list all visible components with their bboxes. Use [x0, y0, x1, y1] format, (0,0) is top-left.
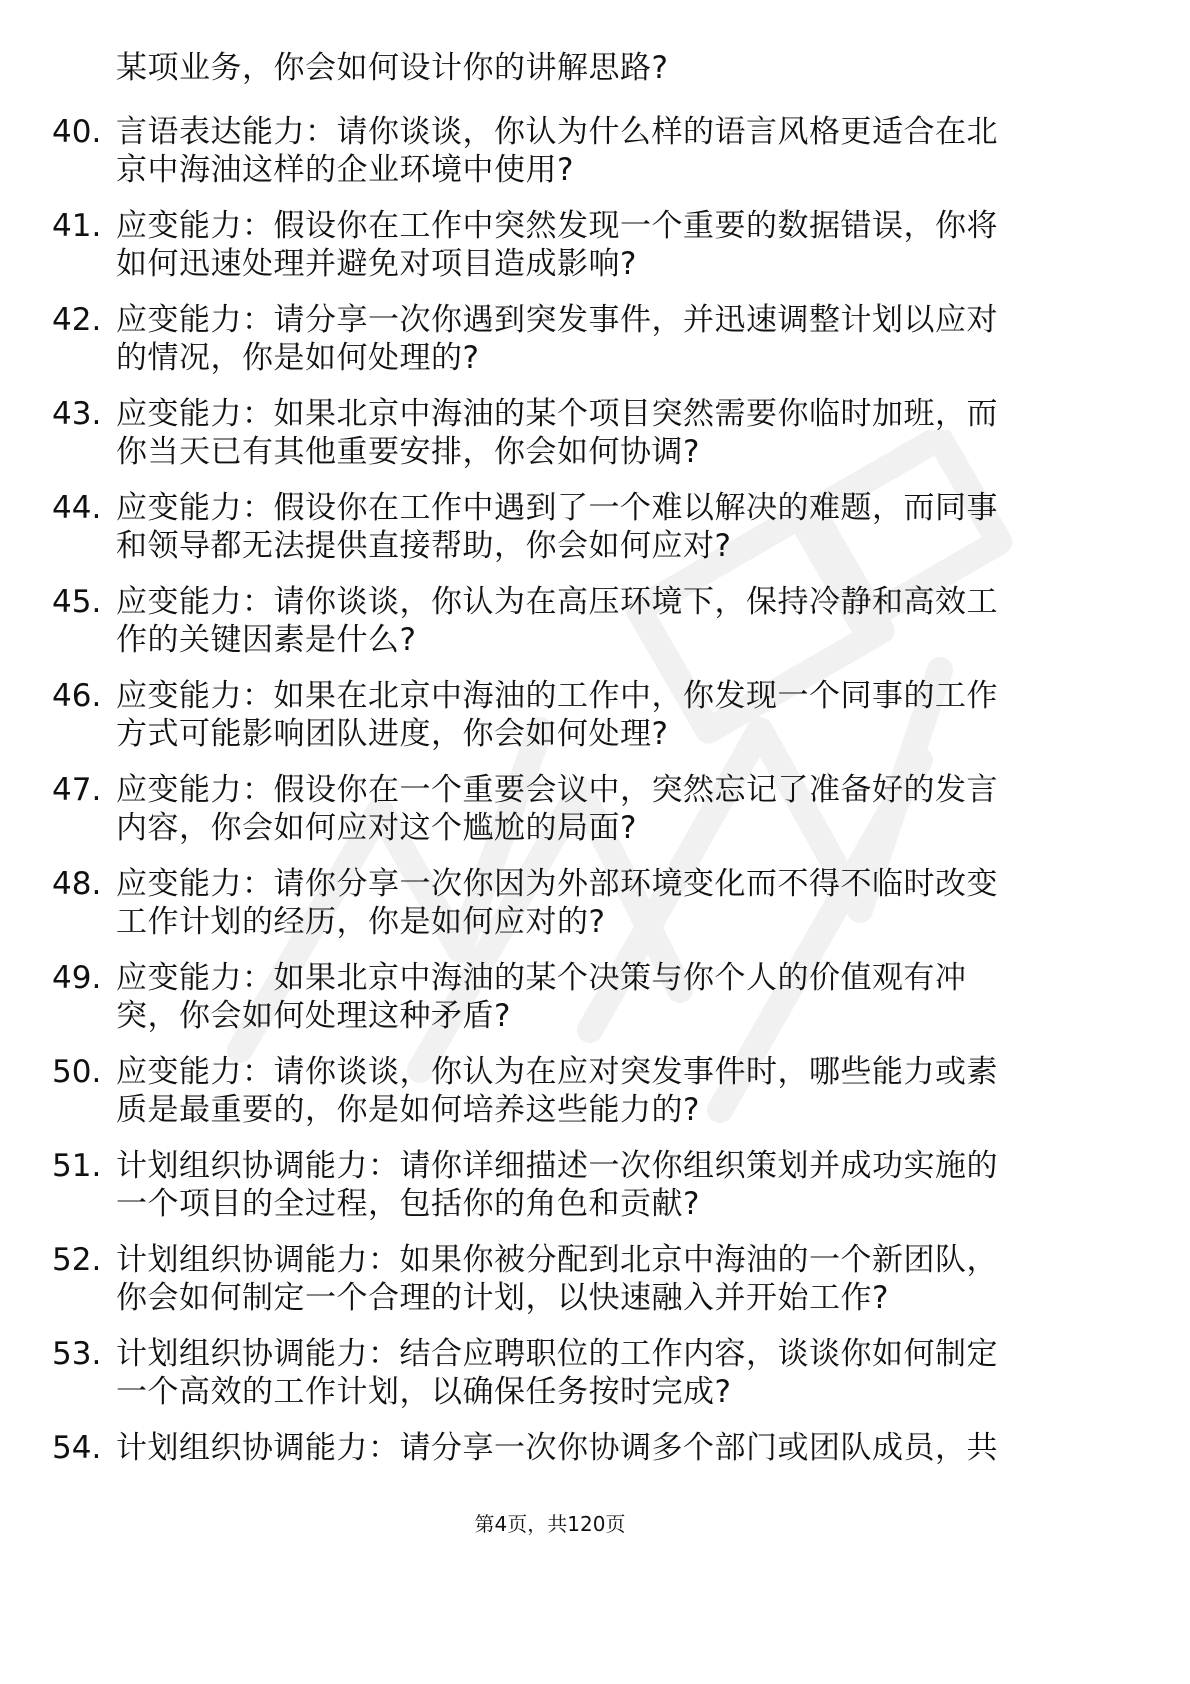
question-text-line: 如何迅速处理并避免对项目造成影响?	[116, 246, 637, 282]
question-text-line: 计划组织协调能力：请你详细描述一次你组织策划并成功实施的	[116, 1148, 998, 1184]
question-number: 51.	[52, 1148, 102, 1184]
question-number: 46.	[52, 678, 102, 714]
question-text-line: 计划组织协调能力：如果你被分配到北京中海油的一个新团队，	[116, 1242, 998, 1278]
lead-line: 某项业务，你会如何设计你的讲解思路?	[116, 50, 669, 86]
question-number: 54.	[52, 1430, 102, 1466]
question-text-line: 一个项目的全过程，包括你的角色和贡献?	[116, 1186, 700, 1222]
question-number: 41.	[52, 208, 102, 244]
question-number: 50.	[52, 1054, 102, 1090]
question-text-line: 京中海油这样的企业环境中使用?	[116, 152, 574, 188]
question-text-line: 应变能力：请你谈谈，你认为在应对突发事件时，哪些能力或素	[116, 1054, 998, 1090]
question-text-line: 计划组织协调能力：请分享一次你协调多个部门或团队成员，共	[116, 1430, 998, 1466]
question-number: 42.	[52, 302, 102, 338]
question-text-line: 作的关键因素是什么?	[116, 622, 417, 658]
question-number: 47.	[52, 772, 102, 808]
question-number: 43.	[52, 396, 102, 432]
question-number: 40.	[52, 114, 102, 150]
question-text-line: 应变能力：如果北京中海油的某个决策与你个人的价值观有冲	[116, 960, 967, 996]
question-number: 48.	[52, 866, 102, 902]
question-number: 49.	[52, 960, 102, 996]
question-text-line: 应变能力：如果北京中海油的某个项目突然需要你临时加班，而	[116, 396, 998, 432]
question-number: 45.	[52, 584, 102, 620]
question-text-line: 你会如何制定一个合理的计划，以快速融入并开始工作?	[116, 1280, 889, 1316]
question-text-line: 应变能力：假设你在工作中遇到了一个难以解决的难题，而同事	[116, 490, 998, 526]
question-text-line: 的情况，你是如何处理的?	[116, 340, 480, 376]
question-text-line: 方式可能影响团队进度，你会如何处理?	[116, 716, 669, 752]
question-text-line: 应变能力：请分享一次你遇到突发事件，并迅速调整计划以应对	[116, 302, 998, 338]
page-footer: 第4页，共120页	[474, 1512, 626, 1536]
question-text-line: 质是最重要的，你是如何培养这些能力的?	[116, 1092, 700, 1128]
question-text-line: 你当天已有其他重要安排，你会如何协调?	[116, 434, 700, 470]
question-number: 52.	[52, 1242, 102, 1278]
question-number: 53.	[52, 1336, 102, 1372]
question-text-line: 言语表达能力：请你谈谈，你认为什么样的语言风格更适合在北	[116, 114, 998, 150]
question-text-line: 内容，你会如何应对这个尴尬的局面?	[116, 810, 637, 846]
question-text-line: 应变能力：请你分享一次你因为外部环境变化而不得不临时改变	[116, 866, 998, 902]
question-text-line: 应变能力：请你谈谈，你认为在高压环境下，保持冷静和高效工	[116, 584, 998, 620]
question-text-line: 应变能力：如果在北京中海油的工作中，你发现一个同事的工作	[116, 678, 998, 714]
question-text-line: 工作计划的经历，你是如何应对的?	[116, 904, 606, 940]
question-number: 44.	[52, 490, 102, 526]
question-text-line: 应变能力：假设你在一个重要会议中，突然忘记了准备好的发言	[116, 772, 998, 808]
question-text-line: 应变能力：假设你在工作中突然发现一个重要的数据错误，你将	[116, 208, 998, 244]
question-text-line: 一个高效的工作计划，以确保任务按时完成?	[116, 1374, 732, 1410]
question-text-line: 和领导都无法提供直接帮助，你会如何应对?	[116, 528, 732, 564]
question-text-line: 突，你会如何处理这种矛盾?	[116, 998, 511, 1034]
question-text-line: 计划组织协调能力：结合应聘职位的工作内容，谈谈你如何制定	[116, 1336, 998, 1372]
